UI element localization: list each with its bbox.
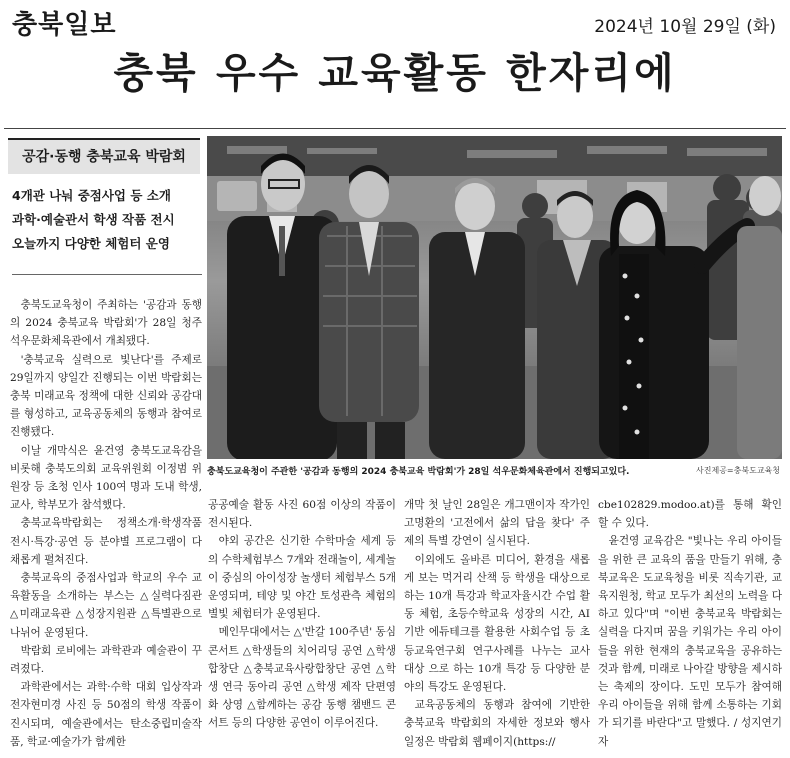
subheading: 오늘까지 다양한 체험터 운영 — [12, 236, 170, 251]
paragraph: 과학관에서는 과학·수학 대회 입상작과 전자현미경 사진 등 50점의 학생 작품이 진시되며, 예술관에서는 탄소중립미술작품, 학교·예술가가 함께한 — [10, 681, 202, 748]
article-column-2 — [208, 496, 396, 733]
paragraph: 야외 공간은 신기한 수학마술 세계 등의 수학체험부스 7개와 전래놀이, 세계놀이 중심의 아이성장 놀생터 체험부스 5개 운영되며, 테양 및 야간 토성관측 체험의 별빛 체험터가 운영된다. — [208, 535, 396, 621]
photo-credit: 사진제공=충북도교육청 — [696, 466, 780, 475]
subheading: 4개관 나눠 중점사업 등 소개 — [12, 188, 171, 203]
headline-divider — [4, 128, 786, 129]
paragraph: 윤건영 교육감은 "빛나는 우리 아이들을 위한 큰 교육의 품을 만들기 위해, 충북교육은 도교육청을 비롯 직속기관, 교육지원청, 학교 모두가 최선의 노력을 다하고 있다"며 "이번 충북교육 박람회는 실력을 다지며 꿈을 키워가는 우리 아이들을 위한 현재의 충북교육을 공유하는 것과 함께, 미래로 나아갈 방향을 제시하는 축제의 장이다. 도민 모두가 참여해 우리 아이들을 위해 함께 소통하는 기회가 되기를 바란다"고 말했다. / 성지연기자 — [598, 535, 782, 748]
publication-date: 2024년 10월 29일 (화) — [594, 17, 776, 37]
paragraph: 이외에도 올바른 미디어, 환경을 새롭게 보는 먹거리 산책 등 학생을 대상으로 하는 10개 특강과 학교자율시간 수업 활동 체험, 초등수학교육 성장의 시간, AI기반 에듀테크를 활용한 사회수업 등 초등교육연구회 연구사례를 나누는 교사 대상 으로 하는 10개 특강 등 다양한 분야의 특강도 운영된다. — [404, 553, 590, 694]
masthead — [8, 2, 782, 42]
paragraph: 메인무대에서는 △'반갈 100주년' 동심콘서트 △학생들의 치어리딩 공연 △학생합창단 △충북교육사랑합창단 공연 △학생 연극 동아리 공연 △학생 제작 단편영화 상영 △함께하는 공감 동행 챔밴드 콘서트 등의 다양한 공연이 이루어진다. — [208, 626, 396, 730]
newspaper-name: 충북일보 — [12, 10, 117, 40]
subheading-divider — [12, 274, 202, 275]
event-photo — [207, 136, 782, 459]
article-column-4 — [598, 496, 782, 751]
photo-caption: 충북도교육청이 주관한 '공감과 동행의 2024 충북교육 박람회'가 28일 석우문화체육관에서 진행되고있다. — [207, 467, 630, 477]
paragraph: 충북도교육청이 주최하는 '공감과 동행의 2024 충북교육 박람회'가 28일 청주 석우문화체육관에서 개최됐다. — [10, 299, 202, 348]
photo-illustration — [207, 136, 782, 459]
paragraph: 개막 첫 날인 28일은 개그맨이자 작가인 고명환의 '고전에서 삶의 답을 찾다' 주제의 특별 강연이 실시된다. — [404, 499, 590, 548]
paragraph: cbe102829.modoo.at)를 통해 확인할 수 있다. — [598, 499, 782, 530]
section-label: 공감·동행 충북교육 박람회 — [8, 138, 200, 174]
article-column-3 — [404, 496, 590, 751]
paragraph: 충북교육박람회는 정책소개·학생작품 전시·특강·공연 등 분야별 프로그램이 다채롭게 펼쳐진다. — [10, 517, 202, 566]
paragraph: 이날 개막식은 윤건영 충북도교육감을 비롯해 충북도의회 교육위원회 이정범 위원장 등 초청 인사 100여 명과 도내 학생, 교사, 학부모가 참석했다. — [10, 444, 202, 512]
paragraph: 교육공동체의 동행과 참여에 기반한 충북교육 박람회의 자세한 정보와 행사 일정은 박람회 웹페이지(https:// — [404, 699, 590, 748]
paragraph: 박람회 로비에는 과학관과 예술관이 꾸려졌다. — [10, 644, 202, 676]
subheading: 과학·예술관서 학생 작품 전시 — [12, 212, 175, 227]
paragraph: '충북교육 실력으로 빛난다'를 주제로 29일까지 양일간 진행되는 이번 박람회는 충북 미래교육 정책에 대한 신뢰와 공감대를 형성하고, 교육공동체의 동행과 참여로 진행됐다. — [10, 353, 202, 439]
subheadings — [12, 184, 208, 256]
photo-caption-bar — [207, 462, 782, 478]
paragraph: 공공예술 활동 사진 60점 이상의 작품이 전시된다. — [208, 499, 396, 530]
article-column-1 — [10, 296, 202, 751]
paragraph: 충북교육의 중점사업과 학교의 우수 교육활동을 소개하는 부스는 △실력다짐관 △미래교육관 △성장지원관 △특별관으로 나뉘어 운영된다. — [10, 572, 202, 639]
headline: 충북 우수 교육활동 한자리에 — [113, 49, 677, 97]
